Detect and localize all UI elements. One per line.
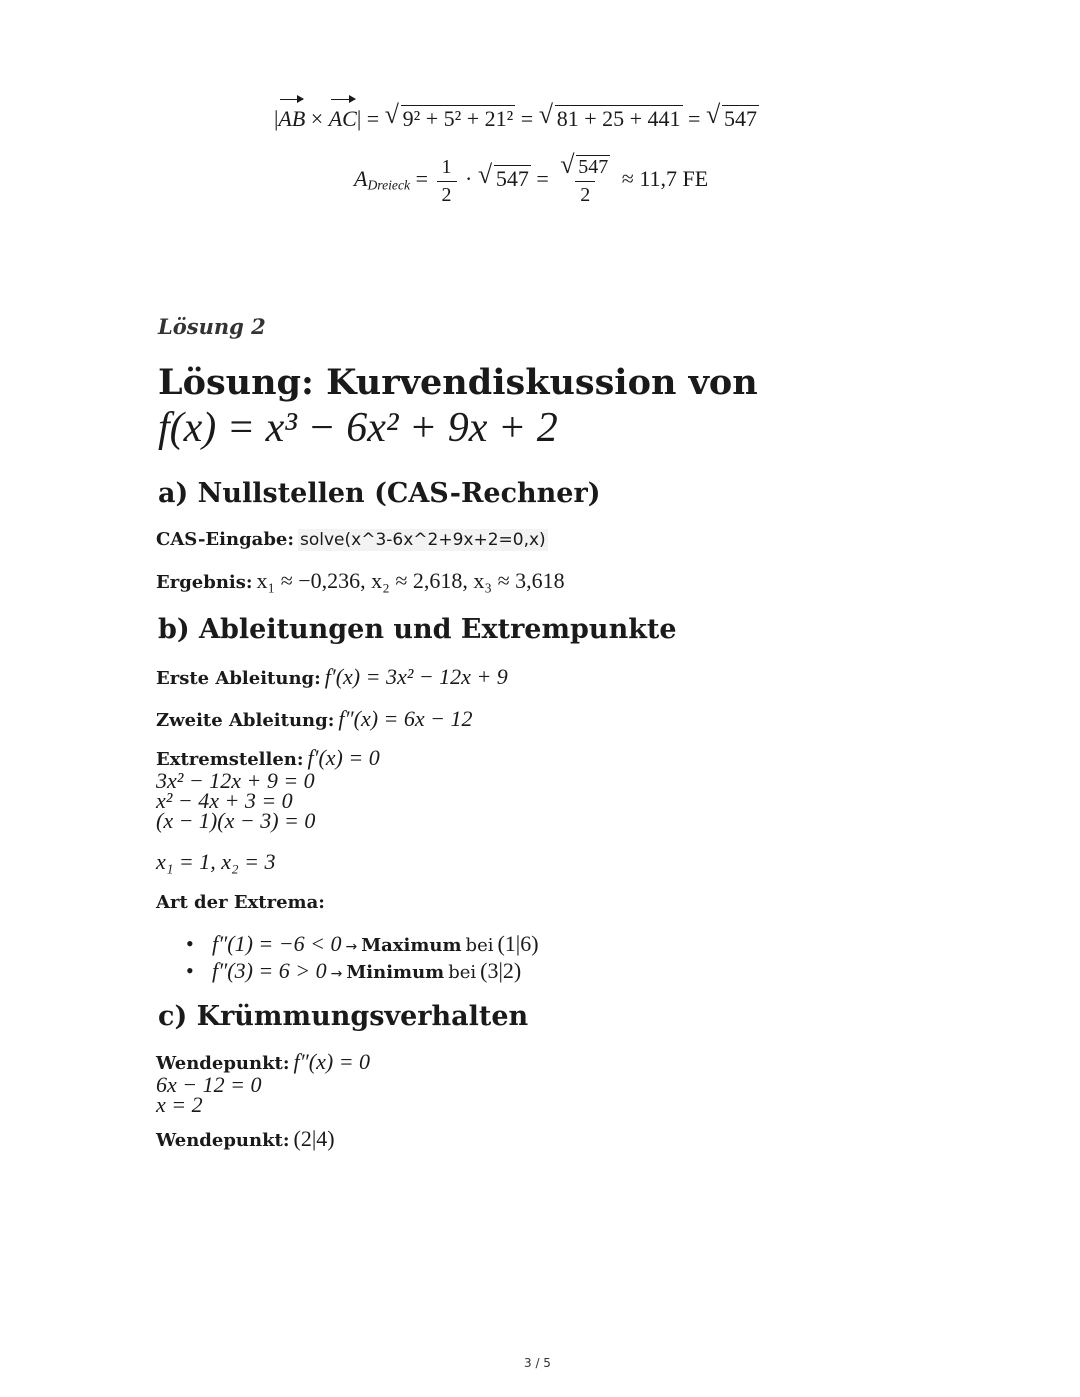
extrem-step-1: 3x² − 12x + 9 = 0 [156,768,315,793]
cas-label: CAS-Eingabe: [156,529,294,550]
wendepunkt-block [156,1049,371,1117]
page-number: 3 / 5 [524,1356,551,1370]
equals-2: = [520,106,534,131]
title-text: Lösung: Kurvendiskussion von [158,362,758,403]
area-subscript: Dreieck [367,177,411,193]
triangle-area-equation: $A_{Dreieck}$ = $\frac{1}{2}$ · √ 547 = √ 547 2 ≈ 11,7 FE [354,150,709,206]
first-derivative-label: Erste Ableitung: [156,668,321,689]
second-derivative-line [156,706,473,732]
equals-1: = [366,106,380,131]
sqrt-547-area: √ 547 [477,160,529,192]
fraction-half: $\frac{1}{2}$ [437,156,457,207]
result-line [156,568,565,594]
wendepunkt-result-line [156,1126,335,1152]
result-label: Ergebnis: [156,572,253,593]
cas-input-line [156,529,548,550]
equals-a2: = [536,166,549,192]
sqrt-squares: √ 9² + 5² + 21² [384,100,514,131]
extrema-list [186,932,539,986]
list-item: • f″(3) = 6 > 0 → Minimum bei (3|2) [186,959,539,986]
extremstellen-math: f′(x) = 0 [307,745,380,770]
extrem-step-3: (x − 1)(x − 3) = 0 [156,808,316,833]
vector-ac: AC [328,106,357,131]
area-result: ≈ 11,7 FE [621,166,709,192]
section-b-heading: b) Ableitungen und Extrempunkte [158,614,677,645]
equals-3: = [688,106,701,131]
page-title [158,362,758,450]
list-item: • f″(1) = −6 < 0 → Maximum bei (1|6) [186,932,539,959]
wendepunkt-result-math: (2|4) [293,1126,335,1151]
section-a-heading: a) Nullstellen (CAS-Rechner) [158,478,601,509]
sqrt-sum: √ 81 + 25 + 441 [538,100,681,131]
title-formula: f(x) = x³ − 6x² + 9x + 2 [158,405,558,451]
extremstellen-block [156,745,380,833]
wendepunkt-result-label: Wendepunkt: [156,1130,290,1151]
extrem-roots: x₁ = 1, x₂ = 3 [156,849,276,874]
wendepunkt-label: Wendepunkt: [156,1053,290,1074]
fraction-sqrt-over-2: √ 547 2 [560,150,609,206]
first-derivative-math: f′(x) = 3x² − 12x + 9 [324,664,508,689]
result-math: x₁ ≈ −0,236, x₂ ≈ 2,618, x₃ ≈ 3,618 [256,568,565,593]
section-c-heading: c) Krümmungsverhalten [158,1001,529,1032]
first-derivative-line [156,664,508,690]
cross-symbol: × [310,106,324,131]
cas-code: solve(x^3-6x^2+9x+2=0,x) [300,530,546,550]
wendepunkt-step-2: x = 2 [156,1092,203,1117]
extrem-step-2: x² − 4x + 3 = 0 [156,788,293,813]
solution-label: Lösung 2 [158,314,266,339]
art-der-extrema-label: Art der Extrema: [156,892,325,913]
extremstellen-label: Extremstellen: [156,749,304,770]
wendepunkt-step-1: 6x − 12 = 0 [156,1072,262,1097]
vector-norm-equation: |AB × AC| = √ 9² + 5² + 21² = √ 81 + 25 + 441 = √ 547 [274,100,757,131]
equals-a1: = [415,166,428,192]
area-symbol: A [354,166,368,192]
second-derivative-label: Zweite Ableitung: [156,710,335,731]
sqrt-547: √ 547 [705,100,757,131]
wendepunkt-math: f″(x) = 0 [293,1049,371,1074]
second-derivative-math: f″(x) = 6x − 12 [338,706,473,731]
vector-ab: AB [278,106,306,131]
